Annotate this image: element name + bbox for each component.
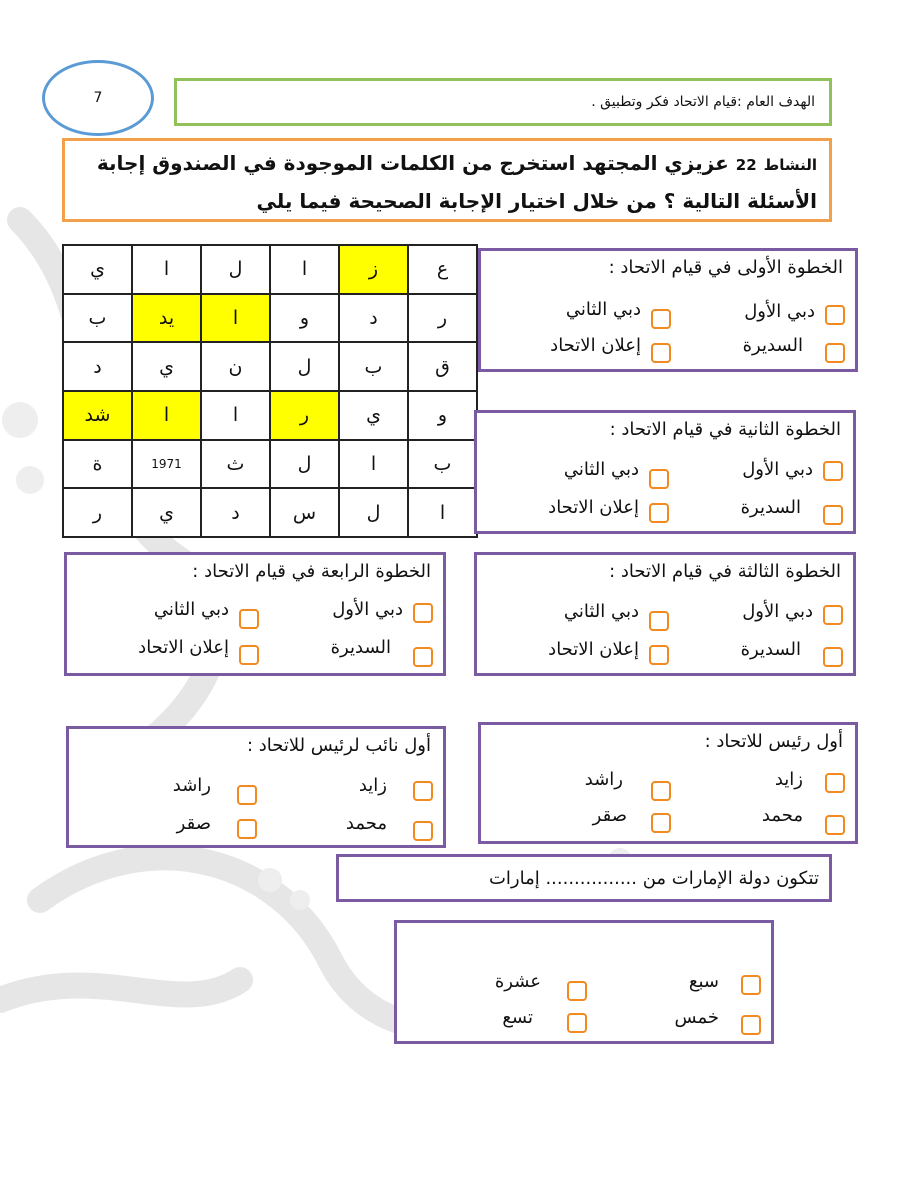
option-label: صقر [176, 813, 211, 834]
sentence-text: تتكون دولة الإمارات من ................ إمارات [488, 867, 819, 889]
option-label: السديرة [740, 497, 801, 518]
question-fourth-step [64, 552, 446, 676]
checkbox[interactable] [413, 781, 433, 801]
checkbox[interactable] [649, 469, 669, 489]
question-title: الخطوة الثانية في قيام الاتحاد : [609, 419, 841, 440]
question-second-step [474, 410, 856, 534]
grid-cell[interactable]: ن [201, 342, 270, 391]
general-goal-box [174, 78, 832, 126]
grid-row [63, 440, 477, 489]
question-first-step [478, 248, 858, 372]
grid-cell-highlighted[interactable]: ا [201, 294, 270, 343]
option-label: إعلان الاتحاد [548, 497, 639, 518]
emirates-count-options [394, 920, 774, 1044]
option-label: السديرة [742, 335, 803, 356]
grid-cell-highlighted[interactable]: ا [132, 391, 201, 440]
grid-cell[interactable]: ا [201, 391, 270, 440]
grid-cell[interactable]: ة [63, 440, 132, 489]
activity-instructions [62, 138, 832, 222]
grid-cell[interactable]: ا [408, 488, 477, 537]
grid-row [63, 245, 477, 294]
option-label: السديرة [740, 639, 801, 660]
grid-cell[interactable]: و [408, 391, 477, 440]
emirates-count-question [336, 854, 832, 902]
checkbox[interactable] [823, 605, 843, 625]
grid-cell[interactable]: ل [270, 440, 339, 489]
grid-cell[interactable]: ي [339, 391, 408, 440]
checkbox[interactable] [413, 603, 433, 623]
grid-cell[interactable]: ا [270, 245, 339, 294]
checkbox[interactable] [651, 309, 671, 329]
grid-row [63, 294, 477, 343]
option-label: إعلان الاتحاد [548, 639, 639, 660]
option-label: دبي الأول [742, 459, 813, 480]
question-first-vice-president [66, 726, 446, 848]
checkbox[interactable] [237, 785, 257, 805]
checkbox[interactable] [825, 773, 845, 793]
option-label: خمس [674, 1007, 719, 1028]
grid-row [63, 391, 477, 440]
grid-cell[interactable]: د [339, 294, 408, 343]
grid-cell[interactable]: ل [339, 488, 408, 537]
grid-cell-highlighted[interactable]: شد [63, 391, 132, 440]
question-title: الخطوة الأولى في قيام الاتحاد : [608, 257, 843, 278]
activity-text-2: الأسئلة التالية ؟ من خلال اختيار الإجابة الصحيحة فيما يلي [256, 189, 817, 213]
grid-cell[interactable]: ب [408, 440, 477, 489]
question-title: الخطوة الرابعة في قيام الاتحاد : [192, 561, 431, 582]
grid-cell[interactable]: ل [201, 245, 270, 294]
grid-row [63, 488, 477, 537]
checkbox[interactable] [237, 819, 257, 839]
grid-cell-highlighted[interactable]: يد [132, 294, 201, 343]
checkbox[interactable] [651, 781, 671, 801]
checkbox[interactable] [649, 645, 669, 665]
option-label: تسع [502, 1007, 533, 1028]
question-title: أول نائب لرئيس للاتحاد : [246, 735, 431, 756]
checkbox[interactable] [413, 647, 433, 667]
option-label: دبي الثاني [153, 599, 229, 620]
checkbox[interactable] [741, 1015, 761, 1035]
option-label: دبي الثاني [563, 459, 639, 480]
goal-text: الهدف العام :قيام الاتحاد فكر وتطبيق . [591, 94, 815, 110]
checkbox[interactable] [567, 1013, 587, 1033]
question-first-president [478, 722, 858, 844]
option-label: راشد [172, 775, 211, 796]
option-label: إعلان الاتحاد [138, 637, 229, 658]
grid-cell[interactable]: د [201, 488, 270, 537]
grid-cell[interactable]: د [63, 342, 132, 391]
grid-cell-year[interactable]: 1971 [132, 440, 201, 489]
checkbox[interactable] [825, 343, 845, 363]
question-third-step [474, 552, 856, 676]
option-label: سبع [688, 971, 719, 992]
word-search-grid [62, 244, 478, 538]
grid-cell[interactable]: و [270, 294, 339, 343]
checkbox[interactable] [239, 645, 259, 665]
grid-cell[interactable]: ق [408, 342, 477, 391]
checkbox[interactable] [825, 815, 845, 835]
grid-row [63, 342, 477, 391]
grid-cell[interactable]: ي [63, 245, 132, 294]
checkbox[interactable] [823, 461, 843, 481]
checkbox[interactable] [413, 821, 433, 841]
page-number: 7 [93, 90, 103, 106]
option-label: إعلان الاتحاد [550, 335, 641, 356]
option-label: دبي الأول [744, 301, 815, 322]
option-label: دبي الثاني [565, 299, 641, 320]
option-label: راشد [584, 769, 623, 790]
grid-cell[interactable]: ا [132, 245, 201, 294]
option-label: صقر [592, 805, 627, 826]
grid-cell[interactable]: ل [270, 342, 339, 391]
checkbox[interactable] [239, 609, 259, 629]
page-number-badge [42, 60, 154, 136]
option-label: السديرة [330, 637, 391, 658]
question-title: الخطوة الثالثة في قيام الاتحاد : [609, 561, 841, 582]
grid-cell[interactable]: ب [339, 342, 408, 391]
option-label: دبي الأول [332, 599, 403, 620]
checkbox[interactable] [825, 305, 845, 325]
activity-number: 22 [735, 156, 757, 174]
grid-cell-highlighted[interactable]: ر [270, 391, 339, 440]
grid-cell[interactable]: ب [63, 294, 132, 343]
option-label: عشرة [494, 971, 541, 992]
checkbox[interactable] [651, 343, 671, 363]
checkbox[interactable] [651, 813, 671, 833]
activity-text-1: عزيزي المجتهد استخرج من الكلمات الموجودة في الصندوق إجابة [96, 151, 729, 175]
grid-cell[interactable]: ا [339, 440, 408, 489]
checkbox[interactable] [649, 503, 669, 523]
option-label: دبي الثاني [563, 601, 639, 622]
grid-cell[interactable]: س [270, 488, 339, 537]
checkbox[interactable] [823, 647, 843, 667]
option-label: زايد [358, 775, 387, 796]
activity-label: النشاط [763, 156, 817, 174]
grid-cell[interactable]: ر [63, 488, 132, 537]
option-label: زايد [774, 769, 803, 790]
grid-cell[interactable]: ي [132, 342, 201, 391]
checkbox[interactable] [649, 611, 669, 631]
grid-cell[interactable]: ر [408, 294, 477, 343]
option-label: دبي الأول [742, 601, 813, 622]
activity-line-1 [77, 145, 817, 183]
grid-cell-highlighted[interactable]: ز [339, 245, 408, 294]
checkbox[interactable] [741, 975, 761, 995]
option-label: محمد [761, 805, 803, 826]
option-label: محمد [345, 813, 387, 834]
grid-cell[interactable]: ع [408, 245, 477, 294]
grid-cell[interactable]: ي [132, 488, 201, 537]
checkbox[interactable] [567, 981, 587, 1001]
checkbox[interactable] [823, 505, 843, 525]
question-title: أول رئيس للاتحاد : [704, 731, 843, 752]
grid-cell[interactable]: ث [201, 440, 270, 489]
